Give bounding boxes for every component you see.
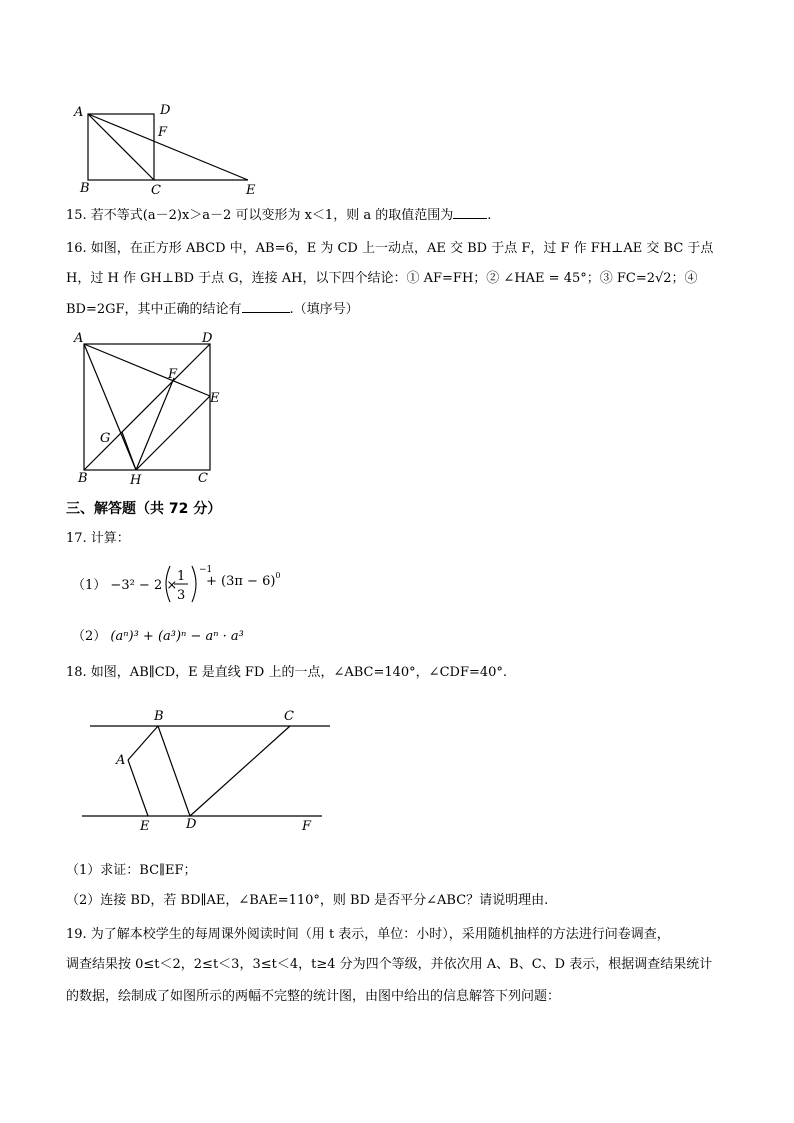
question-16-line2: H，过 H 作 GH⊥BD 于点 G，连接 AH，以下四个结论：① AF=FH；② ∠HAE = 45°；③ FC=2√2；④ [66, 271, 698, 286]
q16-line3-b: .（填序号） [289, 302, 359, 317]
q15-answer-blank[interactable] [453, 206, 487, 219]
segment-ah [84, 344, 136, 470]
q17-p1-expr-a: −3² − 2 × [110, 578, 178, 593]
figure-square-abcd [70, 330, 230, 490]
question-19-line2: 调查结果按 0≤t＜2，2≤t＜3，3≤t＜4，t≥4 分为四个等级，并依次用 A、B、C、D 表示，根据调查结果统计 [66, 957, 713, 972]
label-C: C [284, 709, 294, 724]
diagonal-bd [84, 344, 210, 470]
segment-hg [122, 432, 136, 470]
label-D: D [186, 817, 197, 832]
label-G: G [100, 431, 111, 446]
question-18-part1: （1）求证：BC∥EF； [66, 863, 197, 878]
label-B: B [78, 471, 88, 486]
label-A: A [74, 105, 84, 120]
q15-end: . [487, 208, 492, 223]
q17-p1-exp2: 0 [275, 571, 281, 580]
segment-ae [88, 114, 248, 180]
label-F: F [168, 367, 178, 382]
label-A: A [116, 753, 126, 768]
q17-p2-label: （2） [72, 629, 107, 644]
q16-answer-blank[interactable] [242, 300, 290, 313]
label-C: C [198, 471, 208, 486]
section-heading: 三、解答题（共 72 分） [66, 501, 222, 517]
question-19-line3: 的数据，绘制成了如图所示的两幅不完整的统计图，由图中给出的信息解答下列问题： [66, 989, 561, 1004]
label-F: F [158, 125, 168, 140]
question-17-stem: 17. 计算： [66, 531, 130, 546]
question-15 [66, 206, 491, 225]
frac-exp: −1 [199, 565, 213, 575]
segment-ae [84, 344, 210, 396]
label-C: C [151, 183, 161, 198]
label-E: E [210, 391, 220, 406]
figure-square-triangle [70, 100, 270, 200]
q17-part1b [206, 571, 281, 589]
question-18-part2: （2）连接 BD，若 BD∥AE，∠BAE=110°，则 BD 是否平分∠ABC？请说明理由. [66, 893, 549, 908]
question-16-line1: 16. 如图，在正方形 ABCD 中，AB=6，E 为 CD 上一动点，AE 交 BD 于点 F，过 F 作 FH⊥AE 交 BC 于点 [66, 241, 714, 256]
question-16-line3 [66, 300, 359, 319]
figure-parallel-lines [80, 706, 340, 836]
question-18-stem: 18. 如图，AB∥CD，E 是直线 FD 上的一点，∠ABC=140°，∠CDF=40°. [66, 665, 508, 680]
segment-ba [128, 726, 158, 760]
label-H: H [130, 473, 142, 488]
segment-bd [158, 726, 190, 816]
label-D: D [202, 331, 213, 346]
q15-text: 15. 若不等式(a－2)x＞a－2 可以变形为 x＜1，则 a 的取值范围为 [66, 208, 454, 223]
q17-part2 [72, 625, 244, 644]
frac-den: 3 [177, 588, 186, 603]
segment-fh [136, 378, 174, 470]
label-B: B [154, 709, 164, 724]
diagonal-ac [88, 114, 154, 180]
q17-p1-expr-b: + (3π − 6) [206, 574, 276, 589]
q16-line3-a: BD=2GF，其中正确的结论有 [66, 302, 242, 317]
frac-num: 1 [177, 569, 186, 584]
label-E: E [246, 183, 256, 198]
label-E: E [140, 819, 150, 834]
segment-cd [190, 726, 290, 816]
q17-p2-expr: (aⁿ)³ + (a³)ⁿ − aⁿ · a³ [110, 629, 244, 644]
question-19-line1: 19. 为了解本校学生的每周课外阅读时间（用 t 表示，单位：小时），采用随机抽样的方法进行问卷调查， [66, 927, 670, 942]
q17-p1-label: （1） [72, 578, 107, 593]
q17-part1 [72, 574, 177, 593]
label-F: F [302, 819, 312, 834]
label-B: B [80, 181, 90, 196]
label-D: D [160, 103, 171, 118]
label-A: A [74, 331, 84, 346]
segment-ae [128, 760, 148, 816]
